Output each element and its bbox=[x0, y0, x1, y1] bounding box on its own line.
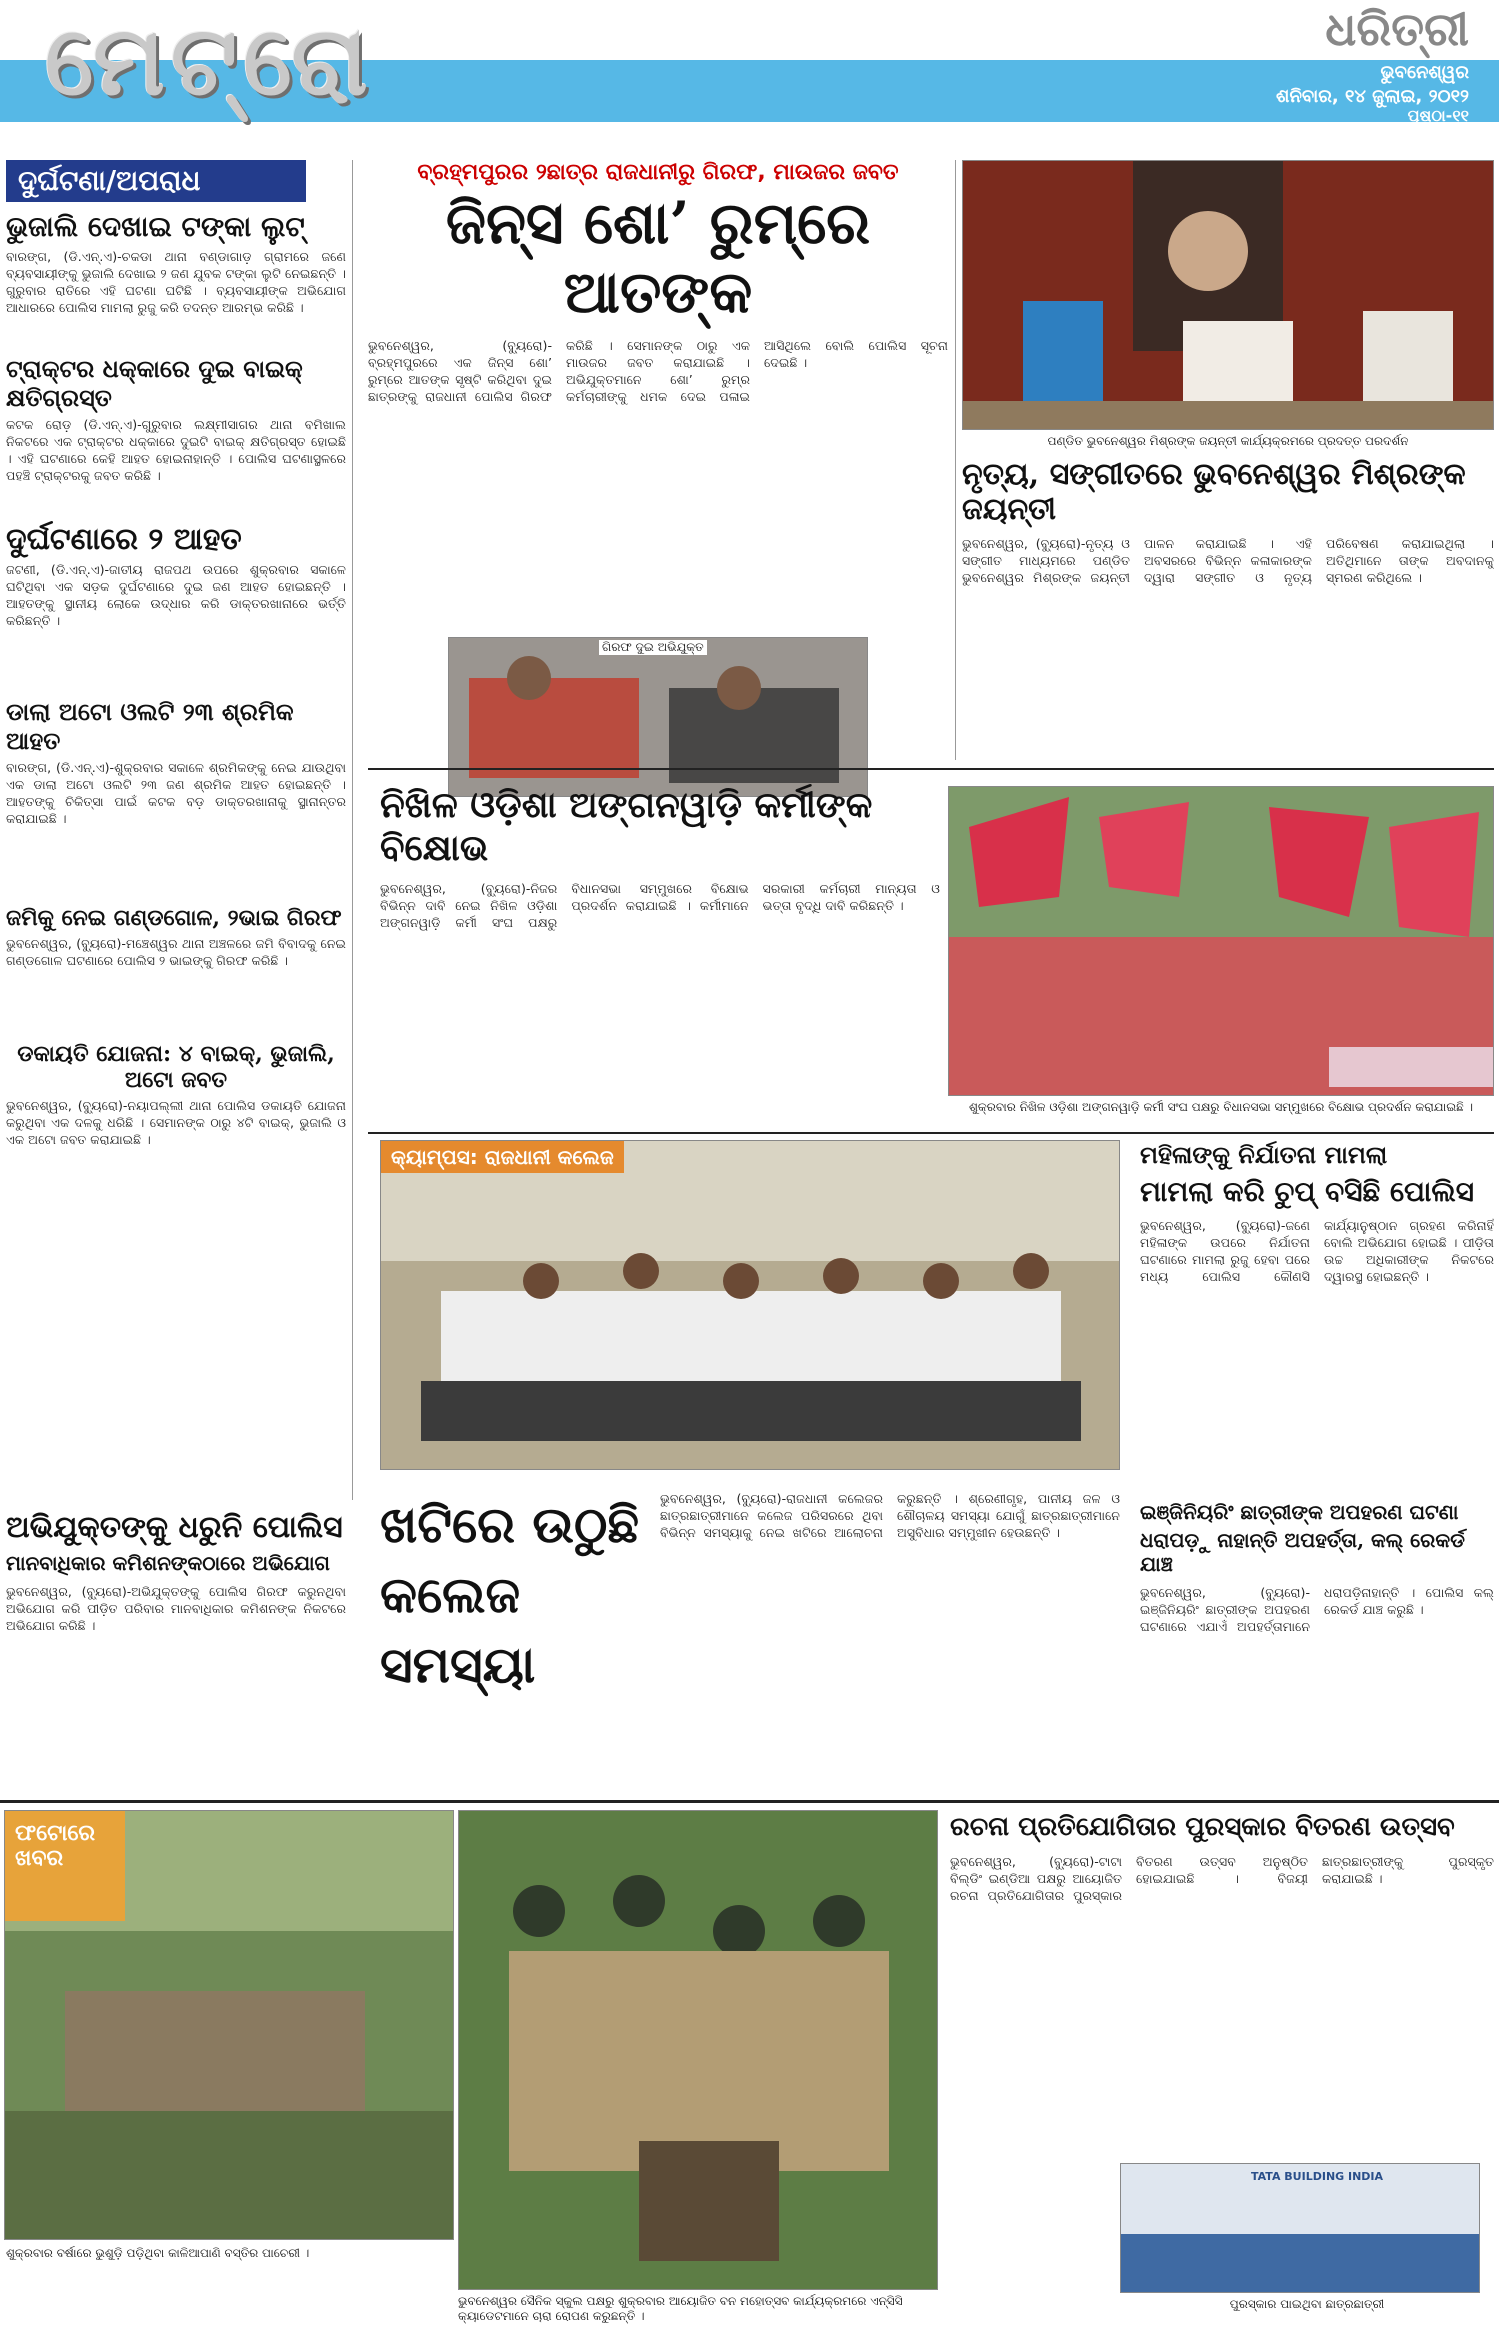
column-divider bbox=[352, 160, 353, 1500]
article-body: କଟକ ରୋଡ଼ (ଡି.ଏନ୍.ଏ)-ଗୁରୁବାର ଲକ୍ଷ୍ମୀସାଗର ଥାନା ବମିଖାଲ ନିକଟରେ ଏକ ଟ୍ରାକ୍ଟର ଧକ୍କାରେ ଦୁଇଟି ବାଇକ୍ କ୍ଷତିଗ୍ରସ୍ତ ହୋଇଛି । ଏହି ଘଟଣାରେ କେହି ଆହତ ହୋଇନାହାନ୍ତି । ପୋଲିସ ଘଟଣାସ୍ଥଳରେ ପହଞ୍ଚି ଟ୍ରାକ୍ଟରକୁ ଜବତ କରିଛି । bbox=[6, 417, 346, 483]
lead-photo bbox=[448, 637, 868, 797]
headline: ଦୁର୍ଘଟଣାରେ ୨ ଆହତ bbox=[6, 522, 242, 557]
award-photo bbox=[1120, 2163, 1480, 2293]
headline: ନୃତ୍ୟ, ସଙ୍ଗୀତରେ ଭୁବନେଶ୍ୱର ମିଶ୍ରଙ୍କ ଜୟନ୍ତୀ bbox=[962, 457, 1466, 527]
dateline: ଶନିବାର, ୧୪ ଜୁଲାଇ, ୨୦୧୨ bbox=[1276, 86, 1469, 107]
article-body: ଜଟଣୀ, (ଡି.ଏନ୍.ଏ)-ଜାତୀୟ ରାଜପଥ ଉପରେ ଶୁକ୍ରବାର ସକାଳେ ଘଟିଥିବା ଏକ ସଡ଼କ ଦୁର୍ଘଟଣାରେ ଦୁଇ ଜଣ ଆହତ ହୋଇଛନ୍ତି । ଆହତଙ୍କୁ ସ୍ଥାନୀୟ ଲୋକେ ଉଦ୍ଧାର କରି ଡାକ୍ତରଖାନାରେ ଭର୍ତ୍ତି କରିଛନ୍ତି । bbox=[6, 562, 346, 628]
cadets-image bbox=[459, 1811, 938, 2290]
photo-caption: ଶୁକ୍ରବାର ନିଖିଳ ଓଡ଼ିଶା ଅଙ୍ଗନୱାଡ଼ି କର୍ମୀ ସଂଘ ପକ୍ଷରୁ ବିଧାନସଭା ସମ୍ମୁଖରେ ବିକ୍ଷୋଭ ପ୍ରଦର୍ଶନ କରାଯାଇଛି । bbox=[968, 1100, 1474, 1114]
masthead bbox=[0, 0, 1499, 150]
kicker: ମହିଳାଙ୍କୁ ନିର୍ଯାତନା ମାମଲା bbox=[1140, 1140, 1388, 1169]
article-body: ଭୁବନେଶ୍ୱର, (ବ୍ୟୁରୋ)-ଅଭିଯୁକ୍ତଙ୍କୁ ପୋଲିସ ଗିରଫ କରୁନଥିବା ଅଭିଯୋଗ କରି ପୀଡ଼ିତ ପରିବାର ମାନବାଧିକାର କମିଶନଙ୍କ ନିକଟରେ ଅଭିଯୋଗ କରିଛି । bbox=[6, 1584, 346, 1633]
section-divider bbox=[368, 1132, 1494, 1134]
lead-story bbox=[368, 160, 948, 760]
award-banner: TATA BUILDING INDIA bbox=[1251, 2170, 1384, 2183]
headline: ନିଖିଳ ଓଡ଼ିଶା ଅଙ୍ଗନୱାଡ଼ି କର୍ମୀଙ୍କ ବିକ୍ଷୋଭ bbox=[380, 784, 873, 869]
headline: ଅଭିଯୁକ୍ତଙ୍କୁ ଧରୁନି ପୋଲିସ bbox=[6, 1510, 343, 1545]
article-body: ବାରଙ୍ଗ, (ଡି.ଏନ୍.ଏ)-ଶୁକ୍ରବାର ସକାଳେ ଶ୍ରମିକଙ୍କୁ ନେଇ ଯାଉଥିବା ଏକ ଡାଲା ଅଟୋ ଓଲଟି ୨୩ ଜଣ ଶ୍ରମିକ ଆହତ ହୋଇଛନ୍ତି । ଆହତଙ୍କୁ ଚିକିତ୍ସା ପାଇଁ କଟକ ବଡ଼ ଡାକ୍ତରଖାନାକୁ ସ୍ଥାନାନ୍ତର କରାଯାଇଛି । bbox=[6, 760, 346, 826]
campus-story bbox=[380, 1140, 1120, 1520]
women-story bbox=[1140, 1140, 1494, 1480]
newspaper-logo: ଧରିତ୍ରୀ bbox=[1325, 2, 1469, 56]
subheadline: ମାନବାଧିକାର କମିଶନଙ୍କଠାରେ ଅଭିଯୋଗ bbox=[6, 1551, 330, 1575]
section-divider bbox=[0, 1800, 1499, 1803]
headline: ଡାଲା ଅଟୋ ଓଲଟି ୨୩ ଶ୍ରମିକ ଆହତ bbox=[6, 697, 294, 755]
protest-image bbox=[949, 787, 1494, 1096]
contest-story bbox=[950, 1812, 1494, 2332]
article-body: ଭୁବନେଶ୍ୱର, (ବ୍ୟୁରୋ)-ନିଜର ବିଭିନ୍ନ ଦାବି ନେଇ ନିଖିଳ ଓଡ଼ିଶା ଅଙ୍ଗନୱାଡ଼ି କର୍ମୀ ସଂଘ ପକ୍ଷରୁ ବିଧାନସଭା ସମ୍ମୁଖରେ ବିକ୍ଷୋଭ ପ୍ରଦର୍ଶନ କରାଯାଇଛି । କର୍ମୀମାନେ ସରକାରୀ କର୍ମଚାରୀ ମାନ୍ୟତା ଓ ଭତ୍ତା ବୃଦ୍ଧି ଦାବି କରିଛନ୍ତି । bbox=[380, 881, 940, 930]
protest-photo bbox=[948, 786, 1494, 1096]
campus-tag: କ୍ୟାମ୍ପସ: ରାଜଧାନୀ କଲେଜ bbox=[381, 1141, 624, 1173]
ncc-photo bbox=[458, 1810, 938, 2290]
article-body: ଭୁବନେଶ୍ୱର, (ବ୍ୟୁରୋ)-ଟାଟା ବିଲ୍ଡିଂ ଇଣ୍ଡିଆ ପକ୍ଷରୁ ଆୟୋଜିତ ରଚନା ପ୍ରତିଯୋଗିତାର ପୁରସ୍କାର ବିତରଣ ଉତ୍ସବ ଅନୁଷ୍ଠିତ ହୋଇଯାଇଛି । ବିଜୟୀ ଛାତ୍ରଛାତ୍ରୀଙ୍କୁ ପୁରସ୍କୃତ କରାଯାଇଛି । bbox=[950, 1854, 1494, 1903]
headline: ଜମିକୁ ନେଇ ଗଣ୍ଡଗୋଳ, ୨ଭାଇ ଗିରଫ bbox=[6, 905, 342, 931]
photo-caption: ଭୁବନେଶ୍ୱର ସୈନିକ ସ୍କୁଲ ପକ୍ଷରୁ ଶୁକ୍ରବାର ଆୟୋଜିତ ବନ ମହୋତ୍ସବ କାର୍ଯ୍ୟକ୍ରମରେ ଏନ୍‌ସିସି କ୍ୟାଡେଟମାନେ ଚାରା ରୋପଣ କରୁଛନ୍ତି । bbox=[458, 2294, 903, 2323]
headline: ଟ୍ରାକ୍ଟର ଧକ୍କାରେ ଦୁଇ ବାଇକ୍ କ୍ଷତିଗ୍ରସ୍ତ bbox=[6, 354, 303, 412]
crime-column bbox=[6, 160, 346, 1500]
city: ଭୁବନେଶ୍ୱର bbox=[1380, 62, 1469, 83]
dance-story bbox=[962, 160, 1494, 760]
headline: ଧରାପଡ଼ୁ ନାହାନ୍ତି ଅପହର୍ତ୍ତା, କଲ୍ ରେକର୍ଡ ଯାଞ୍ଚ bbox=[1140, 1528, 1465, 1576]
photo-caption: ପୁରସ୍କାର ପାଇଥିବା ଛାତ୍ରଛାତ୍ରୀ bbox=[1229, 2297, 1385, 2311]
photo-news-tag: ଫଟୋରେ ଖବର bbox=[5, 1811, 125, 1921]
concert-photo bbox=[962, 160, 1494, 430]
kicker: ଇଞ୍ଜିନିୟରିଂ ଛାତ୍ରୀଙ୍କ ଅପହରଣ ଘଟଣା bbox=[1140, 1500, 1459, 1524]
article-body: ଭୁବନେଶ୍ୱର, (ବ୍ୟୁରୋ)-ମଞ୍ଚେଶ୍ୱର ଥାନା ଅଞ୍ଚଳରେ ଜମି ବିବାଦକୁ ନେଇ ଗଣ୍ଡଗୋଳ ଘଟଣାରେ ପୋଲିସ ୨ ଭାଇଙ୍କୁ ଗିରଫ କରିଛି । bbox=[6, 936, 346, 968]
award-image bbox=[1121, 2164, 1480, 2293]
police-story bbox=[6, 1510, 346, 1790]
campus-photo bbox=[380, 1140, 1120, 1470]
photo-caption: ପଣ୍ଡିତ ଭୁବନେଶ୍ୱର ମିଶ୍ରଙ୍କ ଜୟନ୍ତୀ କାର୍ଯ୍ୟକ୍ରମରେ ପ୍ରଦତ୍ତ ପରଦର୍ଶନ bbox=[1047, 434, 1409, 448]
article-body: ବାରଙ୍ଗ, (ଡି.ଏନ୍.ଏ)-ଚକଡା ଥାନା ବଣ୍ଡାଗାଡ଼ ଗ୍ରାମରେ ଜଣେ ବ୍ୟବସାୟୀଙ୍କୁ ଭୁଜାଲି ଦେଖାଇ ୨ ଜଣ ଯୁବକ ଟଙ୍କା ଲୁଟି ନେଇଛନ୍ତି । ଗୁରୁବାର ରାତିରେ ଏହି ଘଟଣା ଘଟିଛି । ବ୍ୟବସାୟୀଙ୍କ ଅଭିଯୋଗ ଆଧାରରେ ପୋଲିସ ମାମଲା ରୁଜୁ କରି ତଦନ୍ତ ଆରମ୍ଭ କରିଛି । bbox=[6, 249, 346, 315]
kicker: ବ୍ରହ୍ମପୁରର ୨ଛାତ୍ର ରାଜଧାନୀରୁ ଗିରଫ, ମାଉଜର ଜବତ bbox=[417, 160, 899, 185]
anganwadi-story bbox=[380, 784, 940, 1124]
students-image bbox=[381, 1141, 1120, 1470]
article-body: ଭୁବନେଶ୍ୱର, (ବ୍ୟୁରୋ)-ରାଜଧାନୀ କଲେଜର ଛାତ୍ରଛାତ୍ରୀମାନେ କଲେଜ ପରିସରରେ ଥିବା ବିଭିନ୍ନ ସମସ୍ୟାକୁ ନେଇ ଖଟିରେ ଆଲୋଚନା କରୁଛନ୍ତି । ଶ୍ରେଣୀଗୃହ, ପାନୀୟ ଜଳ ଓ ଶୌଚାଳୟ ସମସ୍ୟା ଯୋଗୁଁ ଛାତ୍ରଛାତ୍ରୀମାନେ ଅସୁବିଧାର ସମ୍ମୁଖୀନ ହେଉଛନ୍ତି । bbox=[660, 1491, 1120, 1540]
article-body: ଭୁବନେଶ୍ୱର, (ବ୍ୟୁରୋ)-ଇଞ୍ଜିନିୟରିଂ ଛାତ୍ରୀଙ୍କ ଅପହରଣ ଘଟଣାରେ ଏଯାଏଁ ଅପହର୍ତ୍ତାମାନେ ଧରାପଡ଼ିନାହାନ୍ତି । ପୋଲିସ କଲ୍ ରେକର୍ଡ ଯାଞ୍ଚ କରୁଛି । bbox=[1140, 1585, 1494, 1634]
headline: ଜିନ୍ସ ଶୋ’ ରୁମ୍‌ରେ ଆତଙ୍କ bbox=[445, 189, 871, 326]
column-divider bbox=[955, 160, 956, 760]
headline: ମାମଲା କରି ଚୁପ୍ ବସିଛି ପୋଲିସ bbox=[1140, 1175, 1474, 1208]
article-body: ଭୁବନେଶ୍ୱର, (ବ୍ୟୁରୋ)-ଜଣେ ମହିଳାଙ୍କ ଉପରେ ନିର୍ଯାତନା ଘଟଣାରେ ମାମଲା ରୁଜୁ ହେବା ପରେ ମଧ୍ୟ ପୋଲିସ କୌଣସି କାର୍ଯ୍ୟାନୁଷ୍ଠାନ ଗ୍ରହଣ କରିନାହିଁ ବୋଲି ଅଭିଯୋଗ ହୋଇଛି । ପୀଡ଼ିତା ଉଚ୍ଚ ଅଧିକାରୀଙ୍କ ନିକଟରେ ଦ୍ୱାରସ୍ଥ ହୋଇଛନ୍ତି । bbox=[1140, 1218, 1494, 1284]
concert-image bbox=[963, 161, 1494, 430]
engineering-story bbox=[1140, 1500, 1494, 1790]
headline: ଡକାୟତି ଯୋଜନା: ୪ ବାଇକ୍, ଭୁଜାଲି, ଅଟୋ ଜବତ bbox=[17, 1041, 335, 1093]
article-body: ଭୁବନେଶ୍ୱର, (ବ୍ୟୁରୋ)-ନୟାପଲ୍ଲୀ ଥାନା ପୋଲିସ ଡକାୟତି ଯୋଜନା କରୁଥିବା ଏକ ଦଳକୁ ଧରିଛି । ସେମାନଙ୍କ ଠାରୁ ୪ଟି ବାଇକ୍, ଭୁଜାଲି ଓ ଏକ ଅଟୋ ଜବତ କରାଯାଇଛି । bbox=[6, 1098, 346, 1147]
paper-section-title: ମେଟ୍ରୋ bbox=[45, 4, 374, 117]
page-number: ପୃଷ୍ଠା-୧୧ bbox=[1407, 106, 1469, 125]
headline: ଖଟିରେ ଉଠୁଛି କଲେଜ ସମସ୍ୟା bbox=[380, 1495, 640, 1694]
wall-collapse-photo bbox=[4, 1810, 454, 2240]
campus-body bbox=[380, 1490, 1120, 1790]
suspects-photo bbox=[449, 638, 868, 797]
article-body: ଭୁବନେଶ୍ୱର, (ବ୍ୟୁରୋ)-ବ୍ରହ୍ମପୁରରେ ଏକ ଜିନ୍ସ ଶୋ’ ରୁମ୍‌ରେ ଆତଙ୍କ ସୃଷ୍ଟି କରିଥିବା ଦୁଇ ଛାତ୍ରଙ୍କୁ ରାଜଧାନୀ ପୋଲିସ ଗିରଫ କରିଛି । ସେମାନଙ୍କ ଠାରୁ ଏକ ମାଉଜର ଜବତ କରାଯାଇଛି । ଅଭିଯୁକ୍ତମାନେ ଶୋ’ ରୁମ୍‌ର କର୍ମଚାରୀଙ୍କୁ ଧମକ ଦେଇ ପଳାଇ ଆସିଥିଲେ ବୋଲି ପୋଲିସ ସୂଚନା ଦେଇଛି । bbox=[368, 338, 948, 404]
section-divider bbox=[368, 768, 1494, 770]
article-body: ଭୁବନେଶ୍ୱର, (ବ୍ୟୁରୋ)-ନୃତ୍ୟ ଓ ସଙ୍ଗୀତ ମାଧ୍ୟମରେ ପଣ୍ଡିତ ଭୁବନେଶ୍ୱର ମିଶ୍ରଙ୍କ ଜୟନ୍ତୀ ପାଳନ କରାଯାଇଛି । ଏହି ଅବସରରେ ବିଭିନ୍ନ କଳାକାରଙ୍କ ଦ୍ୱାରା ସଙ୍ଗୀତ ଓ ନୃତ୍ୟ ପରିବେଷଣ କରାଯାଇଥିଲା । ଅତିଥିମାନେ ତାଙ୍କ ଅବଦାନକୁ ସ୍ମରଣ କରିଥିଲେ । bbox=[962, 536, 1494, 585]
headline: ଭୁଜାଲି ଦେଖାଇ ଟଙ୍କା ଲୁଟ୍ bbox=[6, 210, 305, 243]
photo-caption: ଶୁକ୍ରବାର ବର୍ଷାରେ ଭୁଶୁଡ଼ି ପଡ଼ିଥିବା କାଳିଆପାଣି ବସ୍ତିର ପାଚେରୀ । bbox=[6, 2246, 310, 2260]
headline: ରଚନା ପ୍ରତିଯୋଗିତାର ପୁରସ୍କାର ବିତରଣ ଉତ୍ସବ bbox=[950, 1812, 1455, 1842]
photo-caption: ଗିରଫ ଦୁଇ ଅଭିଯୁକ୍ତ bbox=[599, 640, 707, 655]
section-label: ଦୁର୍ଘଟଣା/ଅପରାଧ bbox=[6, 160, 306, 202]
